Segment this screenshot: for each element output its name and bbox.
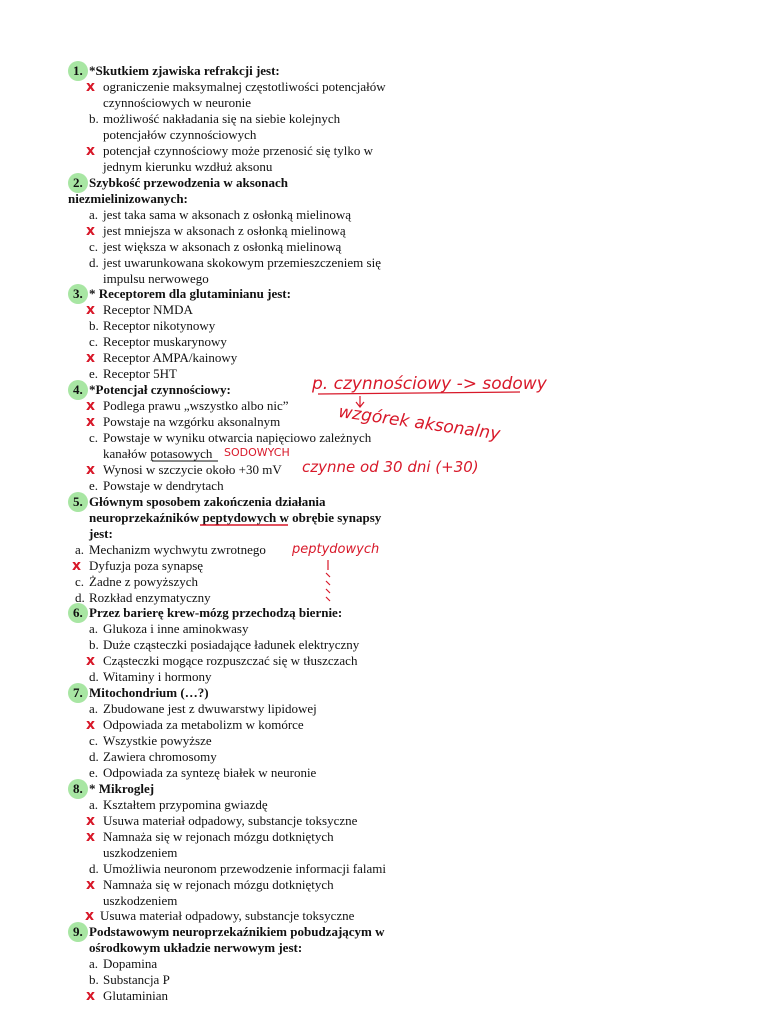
q5-option-b: Dyfuzja poza synapsę xyxy=(89,558,204,573)
q8-option-c: Namnaża się w rejonach mózgu dotkniętych xyxy=(103,829,334,844)
q7-option-e: Odpowiada za syntezę białek w neuronie xyxy=(103,765,317,780)
q9-number: 9. xyxy=(73,924,83,939)
q2-b-check-mark: x xyxy=(86,223,96,239)
q4-b-check-mark: x xyxy=(86,414,96,430)
q7-option-d: Zawiera chromosomy xyxy=(103,749,217,764)
q3-d-check-mark: x xyxy=(86,350,96,366)
q2-title: Szybkość przewodzenia w aksonach xyxy=(89,175,288,190)
q2-option-b: jest mniejsza w aksonach z osłonką mielinową xyxy=(103,223,346,238)
q5-b-check-mark: x xyxy=(72,558,82,574)
q3-option-e: Receptor 5HT xyxy=(103,366,178,381)
q9-title: Podstawowym neuroprzekaźnikiem pobudzającym w xyxy=(89,924,385,939)
q7-option-d-letter: d. xyxy=(89,749,99,764)
q5-title: Głównym sposobem zakończenia działania xyxy=(89,494,326,509)
q4-option-e-letter: e. xyxy=(89,478,99,493)
q6-option-b-letter: b. xyxy=(89,637,99,652)
q7-option-c-letter: c. xyxy=(89,733,99,748)
q7-b-check-mark: x xyxy=(86,717,96,733)
q8-number: 8. xyxy=(73,781,83,796)
q2-option-d: jest uwarunkowana skokowym przemieszczeniem się xyxy=(103,255,381,270)
q1-option-c-cont: jednym kierunku wzdłuż aksonu xyxy=(103,159,273,174)
q8-option-d: Umożliwia neuronom przewodzenie informacji falami xyxy=(103,861,387,876)
q3-option-c-letter: c. xyxy=(89,334,99,349)
q1-option-a-cont: czynnościowych w neuronie xyxy=(103,95,252,110)
q7-option-a-letter: a. xyxy=(89,701,99,716)
q5-option-a: Mechanizm wychwytu zwrotnego xyxy=(89,542,266,557)
q8-option-f: Usuwa materiał odpadowy, substancje toksyczne xyxy=(100,908,355,923)
q3-option-b-letter: b. xyxy=(89,318,99,333)
q5-option-a-letter: a. xyxy=(75,542,85,557)
q9-option-a-letter: a. xyxy=(89,956,99,971)
q5-option-d: Rozkład enzymatyczny xyxy=(89,590,211,605)
vertical-scribble-peptide xyxy=(326,560,330,601)
q9-title-cont: ośrodkowym układzie nerwowym jest: xyxy=(89,940,303,955)
q6-c-check-mark: x xyxy=(86,653,96,669)
q6-option-a-letter: a. xyxy=(89,621,99,636)
q3-option-d: Receptor AMPA/kainowy xyxy=(103,350,238,365)
q3-option-b: Receptor nikotynowy xyxy=(103,318,216,333)
q2-option-a: jest taka sama w aksonach z osłonką mielinową xyxy=(103,207,352,222)
q6-option-a: Glukoza i inne aminokwasy xyxy=(103,621,249,636)
q4-option-c-letter: c. xyxy=(89,430,99,445)
q3-title: * Receptorem dla glutaminianu jest: xyxy=(89,286,291,301)
q1-c-check-mark: x xyxy=(86,143,96,159)
q3-a-check-mark: x xyxy=(86,302,96,318)
q2-option-c-letter: c. xyxy=(89,239,99,254)
note-axon-hillock: wzgórek aksonalny xyxy=(337,402,502,445)
q6-option-b: Duże cząsteczki posiadające ładunek elektryczny xyxy=(103,637,360,652)
q5-title-cont: neuroprzekaźników peptydowych w obrębie synapsy xyxy=(89,510,382,525)
q8-title: * Mikroglej xyxy=(89,781,155,796)
q2-option-d-letter: d. xyxy=(89,255,99,270)
q7-option-b: Odpowiada za metabolizm w komórce xyxy=(103,717,304,732)
q4-option-c-cont: kanałów potasowych xyxy=(103,446,213,461)
q5-option-c: Żadne z powyższych xyxy=(89,574,199,589)
q8-option-a: Kształtem przypomina gwiazdę xyxy=(103,797,268,812)
q3-option-c: Receptor muskarynowy xyxy=(103,334,227,349)
q4-option-c: Powstaje w wyniku otwarcia napięciowo zależnych xyxy=(103,430,372,445)
q8-e-check-mark: x xyxy=(86,877,96,893)
q7-option-e-letter: e. xyxy=(89,765,99,780)
q1-option-b-cont: potencjałów czynnościowych xyxy=(103,127,257,142)
q8-option-e: Namnaża się w rejonach mózgu dotkniętych xyxy=(103,877,334,892)
q9-option-a: Dopamina xyxy=(103,956,158,971)
q8-option-a-letter: a. xyxy=(89,797,99,812)
q8-option-d-letter: d. xyxy=(89,861,99,876)
q9-c-check-mark: x xyxy=(86,988,96,1004)
q9-option-c: Glutaminian xyxy=(103,988,168,1003)
q6-title: Przez barierę krew-mózg przechodzą biernie: xyxy=(89,605,343,620)
q6-option-c: Cząsteczki mogące rozpuszczać się w tłuszczach xyxy=(103,653,358,668)
q5-title-end: jest: xyxy=(89,526,113,541)
q4-option-a: Podlega prawu „wszystko albo nic” xyxy=(103,398,289,413)
q1-number: 1. xyxy=(73,63,83,78)
q9-option-b-letter: b. xyxy=(89,972,99,987)
q8-b-check-mark: x xyxy=(86,813,96,829)
q8-option-c-cont: uszkodzeniem xyxy=(103,845,178,860)
q7-option-c: Wszystkie powyższe xyxy=(103,733,212,748)
q8-option-e-cont: uszkodzeniem xyxy=(103,893,178,908)
q2-option-d-cont: impulsu nerwowego xyxy=(103,271,209,286)
q8-f-check-mark: x xyxy=(85,908,95,924)
q9-option-b: Substancja P xyxy=(103,972,170,987)
q2-number: 2. xyxy=(73,175,83,190)
q8-c-check-mark: x xyxy=(86,829,96,845)
q4-option-b: Powstaje na wzgórku aksonalnym xyxy=(103,414,281,429)
q2-option-c: jest większa w aksonach z osłonką mielinową xyxy=(103,239,342,254)
q7-option-a: Zbudowane jest z dwuwarstwy lipidowej xyxy=(103,701,317,716)
q2-option-a-letter: a. xyxy=(89,207,99,222)
q1-option-b: możliwość nakładania się na siebie kolejnych xyxy=(103,111,341,126)
q1-title: *Skutkiem zjawiska refrakcji jest: xyxy=(89,63,280,78)
note-sodium-channels: SODOWYCH xyxy=(224,446,290,459)
q3-option-a: Receptor NMDA xyxy=(103,302,193,317)
q5-number: 5. xyxy=(73,494,83,509)
q8-option-b: Usuwa materiał odpadowy, substancje toksyczne xyxy=(103,813,358,828)
q6-option-d-letter: d. xyxy=(89,669,99,684)
q3-option-e-letter: e. xyxy=(89,366,99,381)
q7-number: 7. xyxy=(73,685,83,700)
q4-option-e: Powstaje w dendrytach xyxy=(103,478,224,493)
q1-option-a: ograniczenie maksymalnej częstotliwości potencjałów xyxy=(103,79,386,94)
note-active-30-days: czynne od 30 dni (+30) xyxy=(302,458,479,476)
q2-title-cont: niezmielinizowanych: xyxy=(68,191,188,206)
note-action-potential-sodium: p. czynnościowy -> sodowy xyxy=(312,374,547,394)
q3-number: 3. xyxy=(73,286,83,301)
q4-title: *Potencjał czynnościowy: xyxy=(89,382,231,397)
note-peptide: peptydowych xyxy=(292,542,380,557)
q1-option-c: potencjał czynnościowy może przenosić się tylko w xyxy=(103,143,374,158)
q4-number: 4. xyxy=(73,382,83,397)
q1-option-b-letter: b. xyxy=(89,111,99,126)
q6-number: 6. xyxy=(73,605,83,620)
q4-d-check-mark: x xyxy=(86,462,96,478)
q5-option-d-letter: d. xyxy=(75,590,85,605)
q6-option-d: Witaminy i hormony xyxy=(103,669,212,684)
q1-a-check-mark: x xyxy=(86,79,96,95)
q7-title: Mitochondrium (…?) xyxy=(89,685,209,700)
q4-option-d: Wynosi w szczycie około +30 mV xyxy=(103,462,282,477)
q4-a-check-mark: x xyxy=(86,398,96,414)
q5-option-c-letter: c. xyxy=(75,574,85,589)
